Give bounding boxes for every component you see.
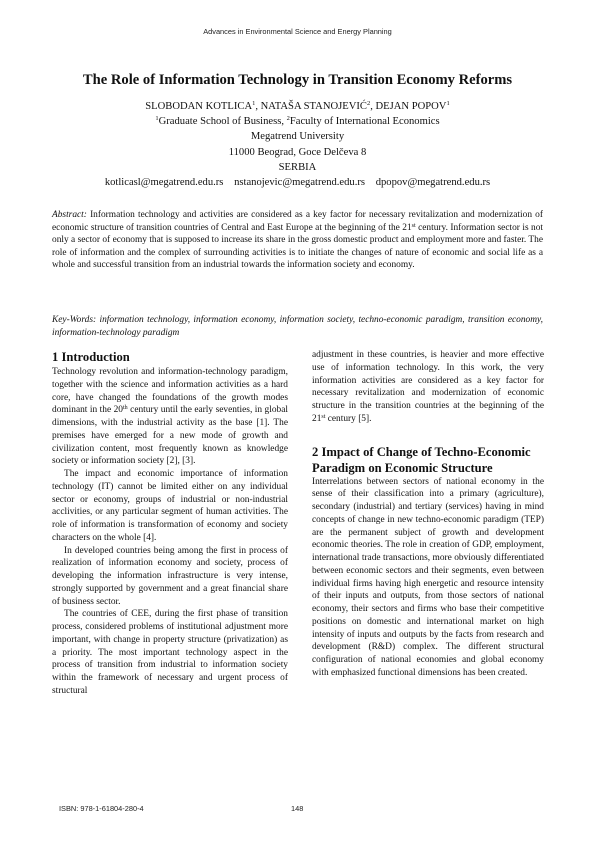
affiliation: Faculty of International Economics bbox=[289, 116, 440, 128]
paragraph-text: century [5]. bbox=[325, 413, 372, 424]
affiliation-marker: 1 bbox=[252, 100, 256, 107]
university: Megatrend University bbox=[250, 131, 345, 143]
abstract-text: Information technology and activities are considered as a key factor for necessary revitalization and modernization of economic structure of transition countries of Central and East Europe at the beginning of the 21 bbox=[52, 210, 543, 233]
superscript: th bbox=[123, 405, 128, 412]
paragraph-text: Technology revolution and information-technology paradigm, together with the science and information activities as a hard core, have changed the foundations of the growth modes dominant in the 20 bbox=[52, 367, 288, 416]
affiliations bbox=[30, 114, 565, 129]
superscript: st bbox=[321, 413, 326, 420]
author-separator: , bbox=[255, 101, 261, 112]
isbn: ISBN: 978-1-61804-280-4 bbox=[59, 804, 144, 813]
paragraph: In developed countries being among the first in process of realization of information economy and society, process of developing the information infrastructure is very intense, strongly supported by government and a great financial share of business sector. bbox=[52, 545, 288, 607]
email-link[interactable]: dpopov@megatrend.edu.rs bbox=[375, 177, 491, 189]
paragraph-text: century until the early seventies, in global dimensions, with the industrial activity as the base [1]. The premises have emerged for a new mode of growth and civilization content, most frequently known as knowledge society or information society [2], [3]. bbox=[52, 405, 288, 467]
paper-title: The Role of Information Technology in Transition Economy Reforms bbox=[82, 72, 513, 88]
author-separator: , bbox=[370, 101, 376, 112]
author-names bbox=[30, 99, 565, 114]
paragraph: The impact and economic importance of information technology (IT) cannot be limited either on any individual sector or economy, groups of industrial or non-industrial acclivities, or any particular segment of human activities. The role of information is transformation of economy and society characters on the whole [4]. bbox=[52, 469, 288, 543]
keywords-label: Key-Words: bbox=[52, 315, 97, 325]
superscript: st bbox=[411, 222, 416, 229]
abstract-text: century. Information sector is not only a sector of economy that is supposed to increase its share in the gross domestic product and employment more and faster. The role of information and the complex of surrounding activities is to initiate the changes of nature of economic and social life as a whole and successful transition from an industrial towards the information society and economy. bbox=[52, 222, 543, 271]
country: SERBIA bbox=[278, 161, 317, 173]
right-column bbox=[312, 349, 544, 680]
section-heading-introduction: 1 Introduction bbox=[52, 350, 130, 364]
keywords-text: information technology, information economy, information society, techno-economic paradigm, transition economy, information-technology paradigm bbox=[52, 315, 543, 338]
running-header: Advances in Environmental Science and Energy Planning bbox=[203, 27, 392, 36]
affiliation-marker: 2 bbox=[286, 115, 290, 123]
author-name: SLOBODAN KOTLICA bbox=[145, 101, 253, 112]
keywords bbox=[52, 314, 543, 339]
email-link[interactable]: nstanojevic@megatrend.edu.rs bbox=[234, 177, 366, 189]
affiliation: Graduate School of Business, bbox=[158, 116, 287, 128]
abstract-label: Abstract: bbox=[52, 210, 87, 220]
section-heading-impact: 2 Impact of Change of Techno-Economic Paradigm on Economic Structure bbox=[312, 444, 531, 475]
abstract bbox=[52, 209, 543, 272]
email-link[interactable]: kotlicasl@megatrend.edu.rs bbox=[104, 177, 224, 189]
paragraph: Interrelations between sectors of national economy in the sense of their classification into a primary (agriculture), secondary (industrial) and tertiary (services) having in mind concepts of change in new techno-economic paradigm (TEP) are the permanent subject of growth and development economic theories. The role in creation of GDP, employment, international trade transactions, more obviously differentiated between economic sectors and their segments, even between individual firms having high energetic and resource intensity of their inputs and outputs, from those sectors of national economy, their sectors and firms who base their competitive positions on domestic and international market on high intensity of inputs and outputs by the facts from research and development (R&D) complex. The different structural configuration of national economies and global economy with emphasized functional dimensions has been created. bbox=[312, 476, 544, 678]
address: 11000 Beograd, Goce Delčeva 8 bbox=[228, 146, 367, 158]
author-name: NATAŠA STANOJEVIĆ bbox=[260, 101, 367, 112]
left-column bbox=[52, 349, 288, 698]
author-block bbox=[30, 99, 565, 190]
paragraph bbox=[52, 366, 288, 468]
page-number: 148 bbox=[291, 804, 304, 813]
email-list bbox=[30, 175, 565, 190]
affiliation-marker: 2 bbox=[366, 100, 371, 107]
paragraph-text: adjustment in these countries, is heavier and more effective use of information technology. In this work, the very information activities are considered as a key factor for necessary revitalization and modernization of economic structure in the transition countries at the beginning of the 21 bbox=[312, 350, 544, 424]
affiliation-marker: 1 bbox=[446, 100, 450, 107]
paragraph bbox=[312, 349, 544, 426]
paragraph: The countries of CEE, during the first phase of transition process, considered problems of institutional adjustment more important, with change in property structure (privatization) as a priority. The most important technology aspect in the process of transition from industrial to information society within the framework of necessary and urgent process of structural bbox=[52, 609, 288, 696]
author-name: DEJAN POPOV bbox=[375, 101, 447, 112]
affiliation-marker: 1 bbox=[155, 115, 159, 123]
